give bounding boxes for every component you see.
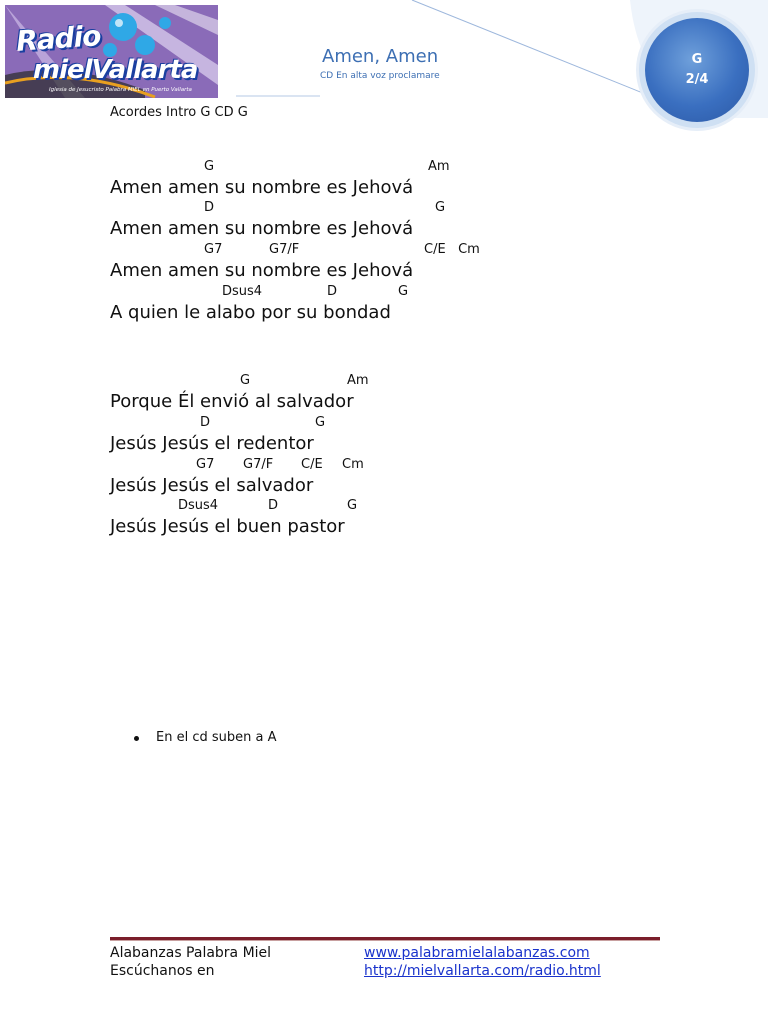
- lyric-line: Amen amen su nombre es Jehová: [110, 260, 414, 281]
- chord: G: [398, 284, 409, 299]
- chord: C/E Cm: [424, 242, 480, 257]
- chord: Cm: [342, 457, 364, 472]
- logo-tagline: Iglesia de Jesucristo Palabra MIEL en Puerto Vallarta: [49, 87, 192, 93]
- lyric-line: Jesús Jesús el buen pastor: [110, 516, 345, 537]
- chord: Dsus4: [222, 284, 263, 299]
- chord: G7/F: [243, 457, 274, 472]
- footer-divider: [110, 937, 660, 941]
- chord: G: [204, 159, 215, 174]
- lyric-line: Jesús Jesús el salvador: [110, 475, 314, 496]
- song-subtitle: CD En alta voz proclamare: [320, 71, 440, 81]
- song-title: Amen, Amen: [322, 46, 439, 67]
- lyric-line: Amen amen su nombre es Jehová: [110, 177, 414, 198]
- chord: D: [204, 200, 215, 215]
- key-label: G: [691, 52, 703, 67]
- lyric-line: Porque Él envió al salvador: [110, 391, 354, 412]
- logo-text-radio: Radio: [15, 19, 102, 58]
- chord: Am: [347, 373, 369, 388]
- chord: C/E: [301, 457, 323, 472]
- logo-text-name: mielVallarta: [33, 55, 198, 85]
- key-badge: [645, 18, 749, 122]
- chord: Am: [428, 159, 450, 174]
- footer-left-line1: Alabanzas Palabra Miel: [110, 945, 272, 961]
- radio-link[interactable]: http://mielvallarta.com/radio.html: [364, 963, 601, 979]
- chord: D: [200, 415, 211, 430]
- lyric-line: Amen amen su nombre es Jehová: [110, 218, 414, 239]
- note-item: En el cd suben a A: [156, 730, 277, 745]
- chord: G: [435, 200, 446, 215]
- chord: G7/F: [269, 242, 300, 257]
- chord: Dsus4: [178, 498, 219, 513]
- lyric-line: A quien le alabo por su bondad: [110, 302, 391, 323]
- time-signature-label: 2/4: [685, 72, 709, 87]
- footer-left-line2: Escúchanos en: [110, 963, 215, 979]
- chord: G7: [196, 457, 215, 472]
- intro-chords: Acordes Intro G CD G: [110, 105, 248, 120]
- chord: G: [240, 373, 251, 388]
- website-link[interactable]: www.palabramielalabanzas.com: [364, 945, 590, 961]
- bullet-icon: [134, 736, 139, 741]
- chord: G: [347, 498, 358, 513]
- chord: D: [327, 284, 338, 299]
- chord: G: [315, 415, 326, 430]
- chord: G7: [204, 242, 223, 257]
- lyric-line: Jesús Jesús el redentor: [110, 433, 314, 454]
- chord: D: [268, 498, 279, 513]
